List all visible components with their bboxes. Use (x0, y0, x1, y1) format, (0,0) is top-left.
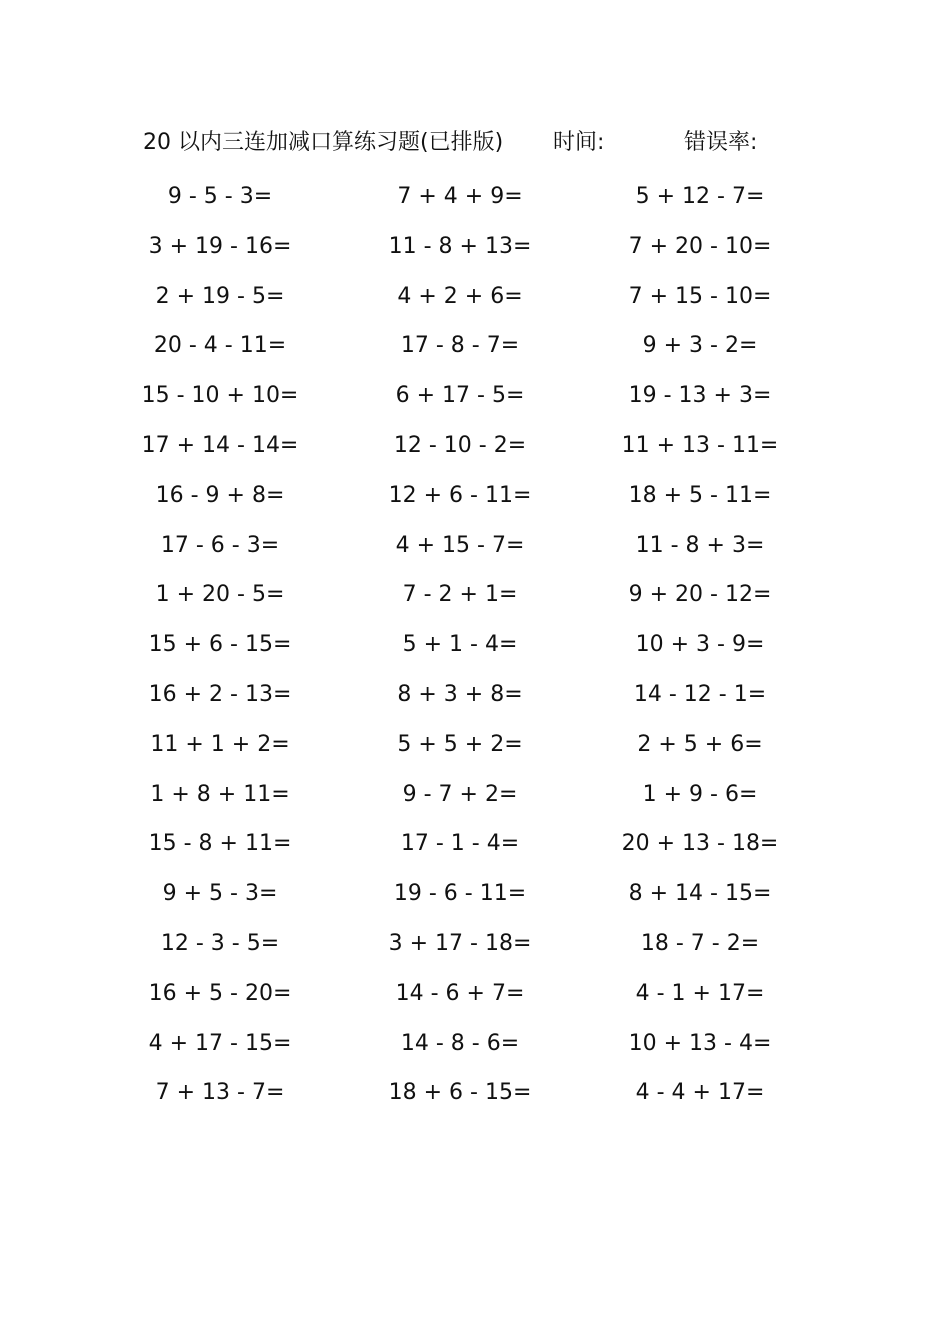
math-problem: 5 + 1 - 4= (402, 632, 518, 658)
math-problem: 7 + 20 - 10= (628, 233, 772, 259)
math-problem: 8 + 14 - 15= (628, 881, 772, 907)
math-problem: 12 - 10 - 2= (393, 432, 527, 458)
worksheet-title: 20 以内三连加减口算练习题(已排版) (143, 130, 504, 155)
math-problem: 9 - 7 + 2= (402, 781, 518, 807)
math-problem: 14 - 12 - 1= (633, 681, 767, 707)
math-problem: 18 + 5 - 11= (628, 482, 772, 508)
math-problem: 18 - 7 - 2= (640, 930, 760, 956)
math-problem: 9 + 20 - 12= (628, 582, 772, 608)
error-rate-label: 错误率: (684, 130, 758, 155)
math-problem: 10 + 13 - 4= (628, 1030, 772, 1056)
math-problem: 1 + 9 - 6= (642, 781, 758, 807)
problem-row (100, 1068, 820, 1118)
math-problem: 17 + 14 - 14= (141, 432, 299, 458)
problem-row (100, 670, 820, 720)
math-problem: 1 + 8 + 11= (150, 781, 290, 807)
math-problem: 16 - 9 + 8= (155, 482, 285, 508)
math-problem: 12 + 6 - 11= (388, 482, 532, 508)
math-problem: 19 - 6 - 11= (393, 881, 527, 907)
math-problem: 14 - 8 - 6= (400, 1030, 520, 1056)
math-problem: 15 - 10 + 10= (141, 383, 299, 409)
math-problem: 16 + 2 - 13= (148, 681, 292, 707)
math-problem: 18 + 6 - 15= (388, 1080, 532, 1106)
math-problem: 3 + 19 - 16= (148, 233, 292, 259)
problem-row (100, 1019, 820, 1069)
math-problem: 7 - 2 + 1= (402, 582, 518, 608)
math-problem: 4 + 17 - 15= (148, 1030, 292, 1056)
math-problem: 3 + 17 - 18= (388, 930, 532, 956)
problem-row (100, 521, 820, 571)
math-problem: 6 + 17 - 5= (395, 383, 525, 409)
problem-row (100, 869, 820, 919)
math-problem: 17 - 8 - 7= (400, 333, 520, 359)
math-problem: 2 + 5 + 6= (637, 731, 763, 757)
math-problem: 8 + 3 + 8= (397, 681, 523, 707)
problem-row (100, 471, 820, 521)
math-problem: 2 + 19 - 5= (155, 283, 285, 309)
problem-grid (100, 172, 820, 1118)
math-problem: 17 - 6 - 3= (160, 532, 280, 558)
math-problem: 14 - 6 + 7= (395, 980, 525, 1006)
math-problem: 15 + 6 - 15= (148, 632, 292, 658)
math-problem: 5 + 12 - 7= (635, 184, 765, 209)
problem-row (100, 272, 820, 322)
math-problem: 5 + 5 + 2= (397, 731, 523, 757)
math-problem: 4 + 2 + 6= (397, 283, 523, 309)
math-problem: 20 - 4 - 11= (153, 333, 287, 359)
problem-row (100, 570, 820, 620)
math-problem: 9 + 3 - 2= (642, 333, 758, 359)
math-problem: 9 + 5 - 3= (162, 881, 278, 907)
math-problem: 11 + 13 - 11= (621, 432, 779, 458)
problem-row (100, 321, 820, 371)
math-problem: 17 - 1 - 4= (400, 831, 520, 857)
time-label: 时间: (553, 130, 605, 155)
problem-row (100, 720, 820, 770)
math-problem: 4 - 4 + 17= (635, 1080, 765, 1106)
problem-row (100, 172, 820, 222)
math-problem: 19 - 13 + 3= (628, 383, 772, 409)
math-problem: 7 + 15 - 10= (628, 283, 772, 309)
math-problem: 12 - 3 - 5= (160, 930, 280, 956)
math-problem: 20 + 13 - 18= (621, 831, 779, 857)
problem-row (100, 421, 820, 471)
problem-row (100, 819, 820, 869)
problem-row (100, 919, 820, 969)
problem-row (100, 371, 820, 421)
math-problem: 4 - 1 + 17= (635, 980, 765, 1006)
math-problem: 15 - 8 + 11= (148, 831, 292, 857)
problem-row (100, 620, 820, 670)
problem-row (100, 770, 820, 820)
math-problem: 11 + 1 + 2= (150, 731, 290, 757)
math-problem: 11 - 8 + 3= (635, 532, 765, 558)
math-problem: 16 + 5 - 20= (148, 980, 292, 1006)
math-problem: 7 + 13 - 7= (155, 1080, 285, 1106)
math-problem: 4 + 15 - 7= (395, 532, 525, 558)
math-problem: 11 - 8 + 13= (388, 233, 532, 259)
math-problem: 7 + 4 + 9= (397, 184, 523, 209)
problem-row (100, 222, 820, 272)
math-problem: 1 + 20 - 5= (155, 582, 285, 608)
math-problem: 10 + 3 - 9= (635, 632, 765, 658)
problem-row (100, 969, 820, 1019)
math-problem: 9 - 5 - 3= (167, 184, 273, 209)
